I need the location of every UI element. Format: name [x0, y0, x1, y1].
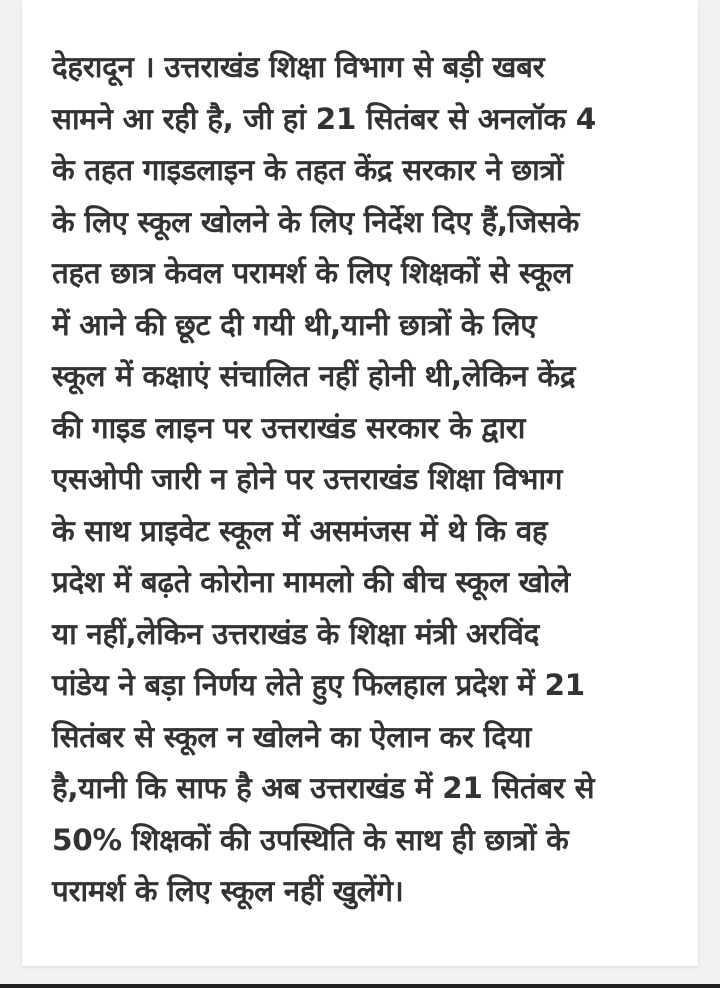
article-body: देहरादून । उत्तराखंड शिक्षा विभाग से बड़ी खबर सामने आ रही है, जी हां 21 सितंबर से अनलॉक 4 के तहत गाइडलाइन के तहत केंद्र सरकार ने छात्रों के लिए स्कूल खोलने के लिए निर्देश दिए हैं,जिसके तहत छात्र केवल परामर्श के लिए शिक्षकों से स्कूल में आने की छूट दी गयी थी,यानी छात्रों के लिए स्कूल में कक्षाएं संचालित नहीं होनी थी,लेकिन केंद्र की गाइड लाइन पर उत्तराखंड सरकार के द्वारा एसओपी जारी न होने पर उत्तराखंड शिक्षा विभाग के साथ प्राइवेट स्कूल में असमंजस में थे कि वह प्रदेश में बढ़ते कोरोना मामलो की बीच स्कूल खोले या नहीं,लेकिन उत्तराखंड के शिक्षा मंत्री अरविंद पांडेय ने बड़ा निर्णय लेते हुए फिलहाल प्रदेश में 21 सितंबर से स्कूल न खोलने का ऐलान कर दिया है,यानी कि साफ है अब उत्तराखंड में 21 सितंबर से 50% शिक्षकों की उपस्थिति के साथ ही छात्रों के परामर्श के लिए स्कूल नहीं खुलेंगे।	[52, 50, 596, 908]
article-card	[22, 0, 698, 966]
bottom-divider	[0, 984, 720, 988]
